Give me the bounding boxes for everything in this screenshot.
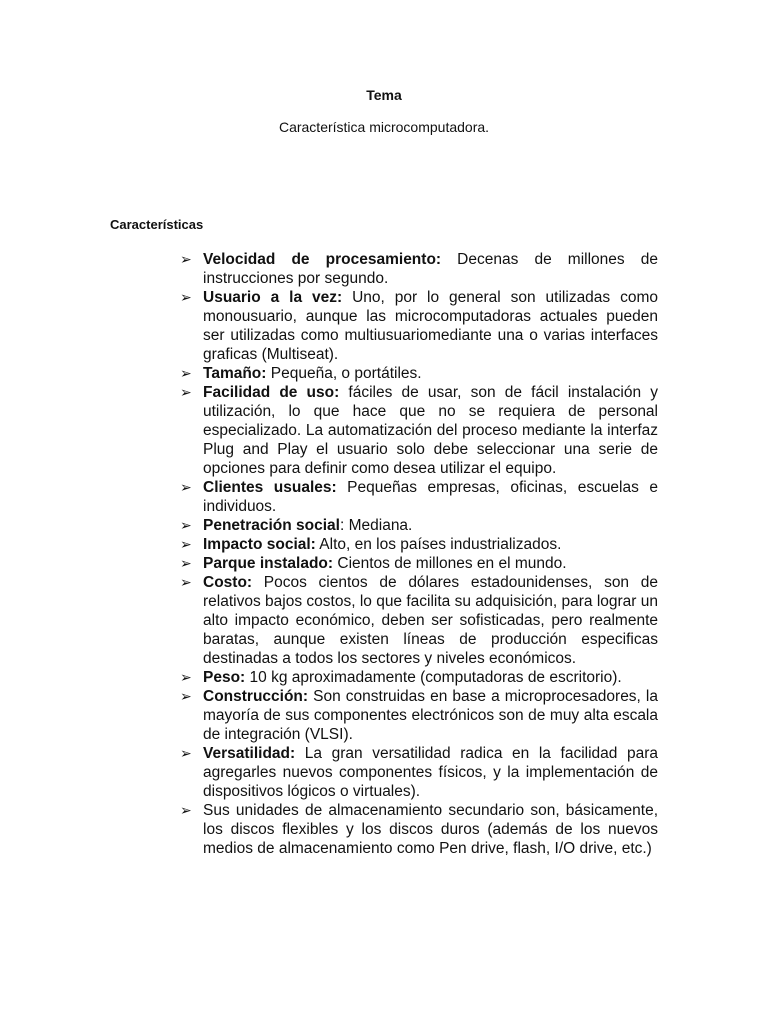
list-item	[180, 573, 658, 668]
arrowhead-bullet-icon: ➢	[180, 669, 192, 685]
item-text: Pequeña, o portátiles.	[266, 365, 422, 382]
list-item	[180, 744, 658, 801]
list-item	[180, 535, 658, 554]
item-term: Costo:	[203, 574, 253, 591]
item-text: Pocos cientos de dólares estadounidenses, son de relativos bajos costos, lo que facilita su adquisición, para lograr un alto impacto económico, deben ser sofisticadas, pero realmente baratas, aunque existen líneas de producción especificas destinadas a todos los sectores y niveles económicos.	[203, 574, 658, 667]
list-item	[180, 668, 658, 687]
item-term: Clientes usuales:	[203, 479, 337, 496]
arrowhead-bullet-icon: ➢	[180, 479, 192, 495]
list-item	[180, 250, 658, 288]
arrowhead-bullet-icon: ➢	[180, 365, 192, 381]
item-term: Versatilidad:	[203, 745, 296, 762]
item-text: La gran versatilidad radica en la facilidad para agregarles nuevos componentes físicos, y la implementación de dispositivos lógicos o virtuales).	[203, 745, 658, 800]
page-title: Tema	[366, 87, 402, 103]
item-term: Velocidad de procesamiento:	[203, 251, 442, 268]
item-term: Facilidad de uso:	[203, 384, 340, 401]
item-term: Impacto social:	[203, 536, 316, 553]
item-term: Peso:	[203, 669, 246, 686]
item-text: Pequeñas empresas, oficinas, escuelas e individuos.	[203, 479, 658, 515]
arrowhead-bullet-icon: ➢	[180, 536, 192, 552]
list-item	[180, 383, 658, 478]
list-item	[180, 516, 658, 535]
item-text: : Mediana.	[339, 517, 413, 534]
characteristics-list	[180, 250, 658, 858]
page-subtitle: Característica microcomputadora.	[278, 119, 490, 135]
list-item	[180, 288, 658, 364]
item-term: Parque instalado:	[203, 555, 334, 572]
item-term: Tamaño:	[203, 365, 267, 382]
list-item	[180, 478, 658, 516]
arrowhead-bullet-icon: ➢	[180, 574, 192, 590]
arrowhead-bullet-icon: ➢	[180, 745, 192, 761]
arrowhead-bullet-icon: ➢	[180, 384, 192, 400]
arrowhead-bullet-icon: ➢	[180, 802, 192, 818]
item-text: Son construidas en base a microprocesadores, la mayoría de sus componentes electrónicos son de muy alta escala de integración (VLSI).	[203, 688, 658, 743]
arrowhead-bullet-icon: ➢	[180, 289, 192, 305]
list-item	[180, 554, 658, 573]
arrowhead-bullet-icon: ➢	[180, 251, 192, 267]
list-item	[180, 801, 658, 858]
item-text: Uno, por lo general son utilizadas como monousuario, aunque las microcomputadoras actuales pueden ser utilizadas como multiusuariomediante una o varias interfaces graficas (Multiseat).	[203, 289, 658, 363]
arrowhead-bullet-icon: ➢	[180, 555, 192, 571]
item-text: 10 kg aproximadamente (computadoras de escritorio).	[245, 669, 622, 686]
list-item	[180, 364, 658, 383]
item-term: Penetración social	[203, 517, 340, 534]
item-text: Cientos de millones en el mundo.	[333, 555, 567, 572]
arrowhead-bullet-icon: ➢	[180, 517, 192, 533]
list-item	[180, 687, 658, 744]
item-text: Sus unidades de almacenamiento secundario son, básicamente, los discos flexibles y los discos duros (además de los nuevos medios de almacenamiento como Pen drive, flash, I/O drive, etc.)	[203, 802, 658, 857]
item-term: Construcción:	[203, 688, 309, 705]
arrowhead-bullet-icon: ➢	[180, 688, 192, 704]
section-heading: Características	[110, 217, 204, 232]
item-text: Decenas de millones de instrucciones por segundo.	[203, 251, 658, 287]
item-term: Usuario a la vez:	[203, 289, 343, 306]
item-text: Alto, en los países industrializados.	[315, 536, 562, 553]
item-text: fáciles de usar, son de fácil instalación y utilización, lo que hace que no se requiera de personal especializado. La automatización del proceso mediante la interfaz Plug and Play el usuario solo debe seleccionar una serie de opciones para definir como desea utilizar el equipo.	[203, 384, 658, 477]
